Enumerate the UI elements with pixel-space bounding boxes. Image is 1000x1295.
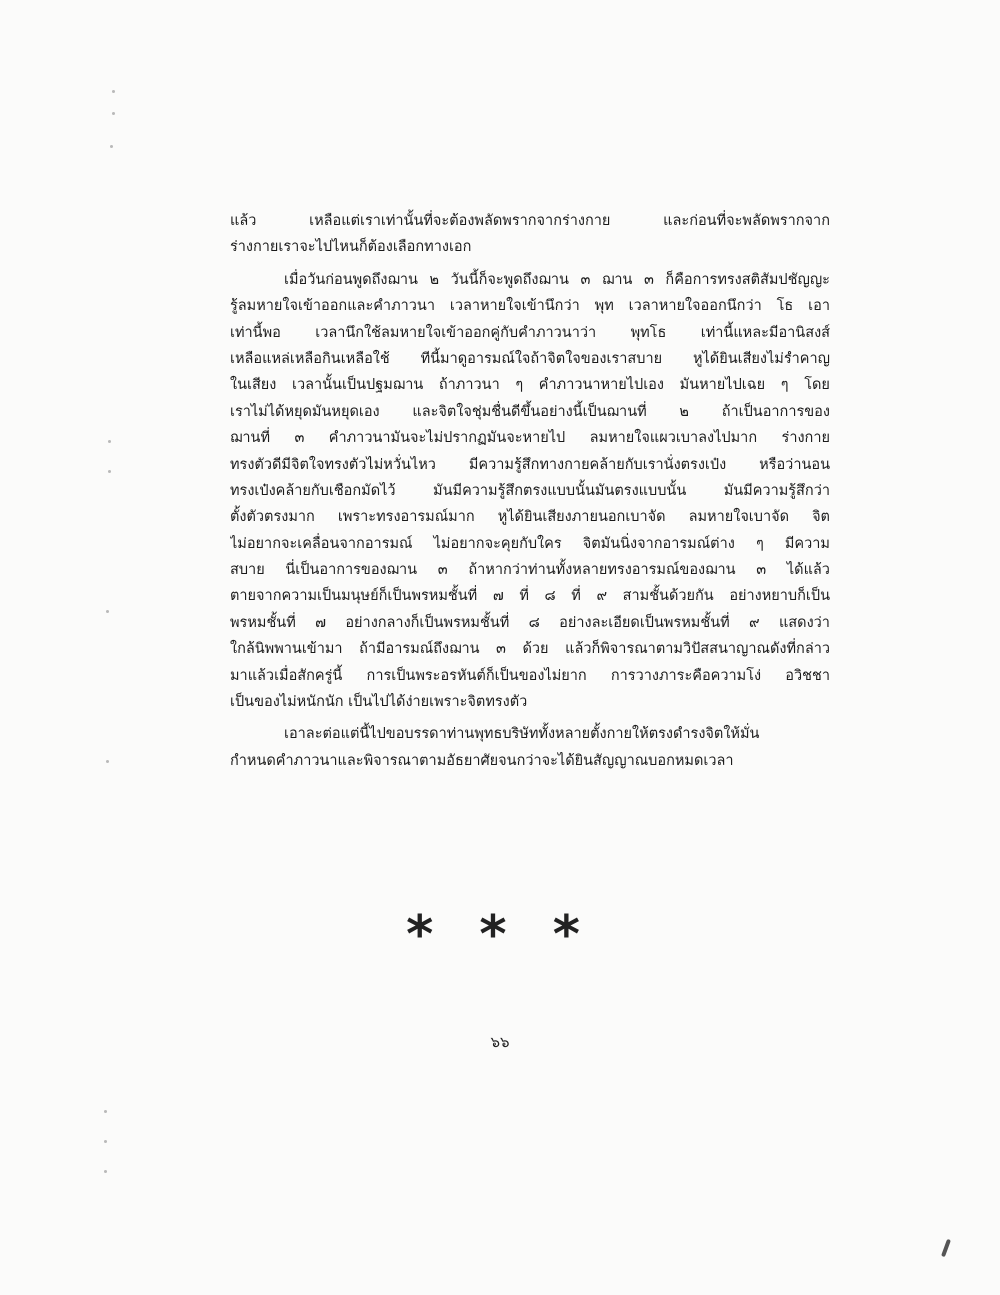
text-line: มาแล้วเมื่อสักครู่นี้ การเป็นพระอรหันต์ก็เป็นของไม่ยาก การวางภาระคือความโง่ อวิชชา: [230, 667, 830, 684]
text-line: เราไม่ได้หยุดมันหยุดเอง และจิตใจชุ่มชื่นดีขึ้นอย่างนี้เป็นฌานที่ ๒ ถ้าเป็นอาการของ: [230, 403, 830, 420]
text-line: เป็นของไม่หนักนัก เป็นไปได้ง่ายเพราะจิตทรงตัว: [230, 694, 528, 711]
scan-speck: [108, 440, 111, 443]
scan-speck: [110, 145, 113, 148]
text-line: เอาละต่อแต่นี้ไปขอบรรดาท่านพุทธบริษัททั้งหลายตั้งกายให้ตรงดำรงจิตให้มั่น: [284, 726, 760, 743]
text-line: ในเสียง เวลานั้นเป็นปฐมฌาน ถ้าภาวนา ๆ คำภาวนาหายไปเอง มันหายไปเฉย ๆ โดย: [230, 377, 830, 394]
body-text: [230, 208, 830, 774]
section-separator: * * *: [406, 905, 594, 965]
text-line: แล้ว เหลือแต่เราเท่านั้นที่จะต้องพลัดพรากจากร่างกาย และก่อนที่จะพลัดพรากจาก: [230, 213, 830, 229]
scan-speck: [106, 610, 109, 613]
text-line: ใกล้นิพพานเข้ามา ถ้ามีอารมณ์ถึงฌาน ๓ ด้วย แล้วก็พิจารณาตามวิปัสสนาญาณดังที่กล่าว: [230, 641, 830, 658]
text-line: ตั้งตัวตรงมาก เพราะทรงอารมณ์มาก หูได้ยินเสียงภายนอกเบาจัด ลมหายใจเบาจัด จิต: [230, 509, 830, 526]
text-line: สบาย นี่เป็นอาการของฌาน ๓ ถ้าหากว่าท่านทั้งหลายทรงอารมณ์ของฌาน ๓ ได้แล้ว: [230, 562, 830, 579]
text-line: พรหมชั้นที่ ๗ อย่างกลางก็เป็นพรหมชั้นที่ ๘ อย่างละเอียดเป็นพรหมชั้นที่ ๙ แสดงว่า: [230, 614, 830, 631]
scan-speck: [112, 90, 115, 93]
text-line: ร่างกายเราจะไปไหนก็ต้องเลือกทางเอก: [230, 239, 472, 256]
text-line: ทรงเป๋งคล้ายกับเชือกมัดไว้ มันมีความรู้สึกตรงแบบนั้นมันตรงแบบนั้น มันมีความรู้สึกว่า: [230, 482, 830, 499]
scan-speck: [112, 112, 115, 115]
text-line: ตายจากความเป็นมนุษย์ก็เป็นพรหมชั้นที่ ๗ ที่ ๘ ที่ ๙ สามชั้นด้วยกัน อย่างหยาบก็เป็น: [230, 588, 830, 605]
text-line: ไม่อยากจะเคลื่อนจากอารมณ์ ไม่อยากจะคุยกับใคร จิตมันนิ่งจากอารมณ์ต่าง ๆ มีความ: [230, 535, 830, 552]
scan-speck: [106, 760, 109, 763]
text-line: เมื่อวันก่อนพูดถึงฌาน ๒ วันนี้ก็จะพูดถึงฌาน ๓ ฌาน ๓ ก็คือการทรงสติสัมปชัญญะ: [284, 271, 830, 288]
text-line: กำหนดคำภาวนาและพิจารณาตามอัธยาศัยจนกว่าจะได้ยินสัญญาณบอกหมดเวลา: [230, 752, 734, 769]
text-line: ฌานที่ ๓ คำภาวนามันจะไม่ปรากฏมันจะหายไป ลมหายใจแผวเบาลงไปมาก ร่างกาย: [230, 430, 830, 447]
text-line: เท่านี้พอ เวลานึกใช้ลมหายใจเข้าออกคู่กับคำภาวนาว่า พุทโธ เท่านี้แหละมีอานิสงส์: [230, 324, 830, 341]
scan-speck: [104, 1170, 107, 1173]
scan-speck: [104, 1140, 107, 1143]
page-number: ๖๖: [490, 1033, 510, 1051]
scan-mark: [941, 1239, 951, 1257]
text-line: เหลือแหล่เหลือกินเหลือใช้ ทีนี้มาดูอารมณ์ใจถ้าจิตใจของเราสบาย หูได้ยินเสียงไม่รำคาญ: [230, 350, 830, 367]
scan-speck: [104, 1110, 107, 1113]
text-line: ทรงตัวดีมีจิตใจทรงตัวไม่หวั่นไหว มีความรู้สึกทางกายคล้ายกับเรานั่งตรงเป๋ง หรือว่านอน: [230, 456, 830, 473]
text-line: รู้ลมหายใจเข้าออกและคำภาวนา เวลาหายใจเข้านึกว่า พุท เวลาหายใจออกนึกว่า โธ เอา: [230, 298, 830, 315]
scan-speck: [108, 470, 111, 473]
